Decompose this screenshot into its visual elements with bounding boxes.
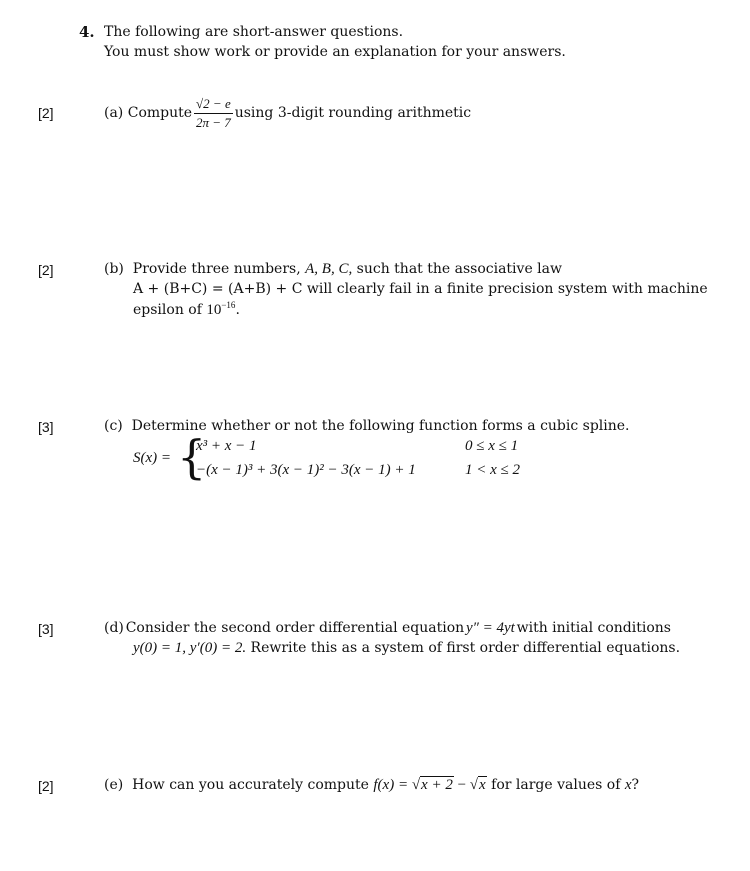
question-intro-line2: You must show work or provide an explanation for your answers. bbox=[104, 44, 566, 60]
part-d-initial-conditions: y(0) = 1, y′(0) = 2. bbox=[133, 640, 247, 656]
marks-part-c: [3] bbox=[38, 419, 54, 435]
part-b-epsilon-base: 10 bbox=[206, 302, 222, 318]
part-c-case1-cond: 0 ≤ x ≤ 1 bbox=[465, 438, 519, 454]
part-c-text: Determine whether or not the following function forms a cubic spline. bbox=[131, 418, 630, 434]
part-b-line3-end: . bbox=[235, 302, 240, 318]
sqrt-icon: √ bbox=[411, 777, 421, 793]
marks-part-e: [2] bbox=[38, 778, 54, 794]
part-c-label: (c) bbox=[104, 418, 123, 434]
part-b-line3 bbox=[133, 300, 240, 319]
piecewise-brace-icon: { bbox=[177, 430, 207, 484]
part-a-label: (a) bbox=[104, 105, 124, 121]
part-c-case2-expr: −(x − 1)³ + 3(x − 1)² − 3(x − 1) + 1 bbox=[196, 462, 416, 478]
part-c-case1-expr: x³ + x − 1 bbox=[196, 438, 257, 454]
part-c-lhs: S(x) = bbox=[133, 450, 172, 466]
part-e-line1 bbox=[104, 777, 639, 794]
part-e-var: x bbox=[624, 777, 632, 793]
part-a-text-before: Compute bbox=[127, 105, 193, 121]
part-a bbox=[104, 88, 471, 138]
question-intro-line1: The following are short-answer questions. bbox=[104, 24, 404, 40]
part-b-line1 bbox=[104, 261, 562, 278]
part-d-equation: y″ = 4yt bbox=[465, 620, 515, 636]
part-e-sqrt2: x bbox=[479, 777, 486, 793]
part-e-minus: − bbox=[457, 777, 467, 793]
part-b-line1-text: Provide three numbers, bbox=[132, 261, 301, 277]
part-b-vars: A, B, C, bbox=[305, 261, 353, 277]
part-e-function-lhs: f(x) = bbox=[373, 777, 409, 793]
part-a-fraction bbox=[194, 96, 233, 131]
part-a-numerator: √2 − e bbox=[194, 96, 233, 114]
part-e-label: (e) bbox=[104, 777, 124, 793]
part-a-denominator: 2π − 7 bbox=[195, 114, 231, 130]
part-d-line2 bbox=[133, 640, 680, 657]
question-number: 4. bbox=[79, 23, 95, 41]
part-e-end: ? bbox=[631, 777, 640, 793]
part-b-line2: A + (B+C) = (A+B) + C will clearly fail in a finite precision system with machine bbox=[133, 281, 708, 297]
part-e-sqrt1: x + 2 bbox=[421, 777, 453, 793]
marks-part-b: [2] bbox=[38, 262, 54, 278]
part-e-text-after: for large values of bbox=[491, 777, 621, 793]
part-e-text-before: How can you accurately compute bbox=[132, 777, 369, 793]
part-d-line1-end: with initial conditions bbox=[516, 620, 671, 636]
part-d-label: (d) bbox=[104, 620, 124, 636]
part-d-line2-end: Rewrite this as a system of first order differential equations. bbox=[250, 640, 681, 656]
part-d-line1 bbox=[104, 620, 671, 637]
part-d-line1-text: Consider the second order differential equation bbox=[125, 620, 465, 636]
part-b-line1-end: such that the associative law bbox=[356, 261, 562, 277]
part-b-line3-text: epsilon of bbox=[133, 302, 202, 318]
marks-part-d: [3] bbox=[38, 621, 54, 637]
part-b-epsilon-exp: −16 bbox=[221, 300, 236, 310]
sqrt-icon: √ bbox=[469, 777, 479, 793]
part-a-text-after: using 3-digit rounding arithmetic bbox=[234, 105, 472, 121]
marks-part-a: [2] bbox=[38, 105, 54, 121]
part-b-label: (b) bbox=[104, 261, 124, 277]
part-c-case2-cond: 1 < x ≤ 2 bbox=[465, 462, 521, 478]
